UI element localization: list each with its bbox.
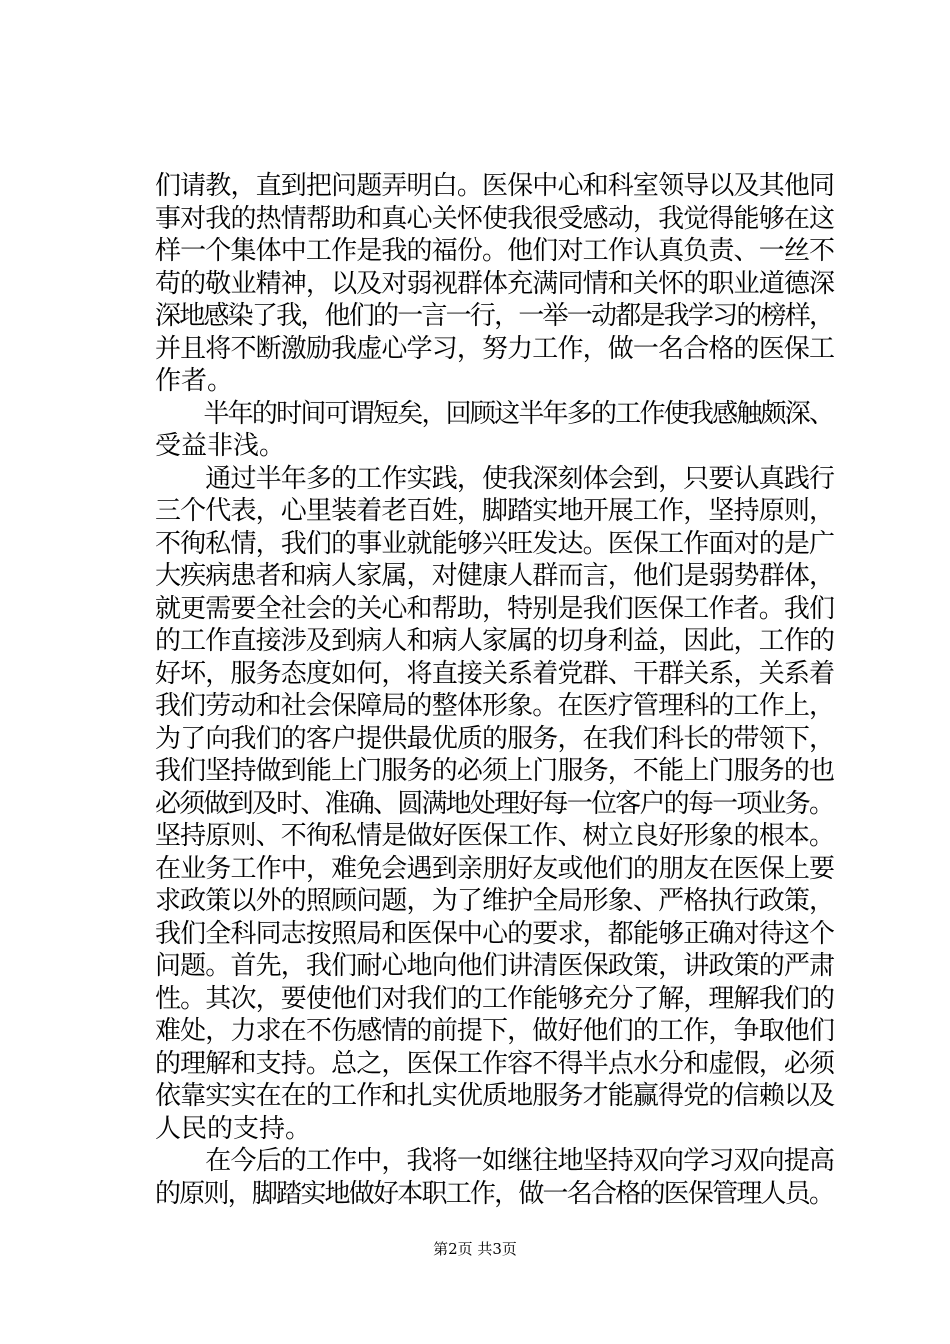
text-line: 我们全科同志按照局和医保中心的要求，都能够正确对待这个 xyxy=(155,918,835,949)
paragraph xyxy=(155,170,835,398)
page-footer: 第2页 共3页 xyxy=(433,1240,517,1258)
text-line: 为了向我们的客户提供最优质的服务，在我们科长的带领下， xyxy=(155,723,835,754)
text-line: 坚持原则、不徇私情是做好医保工作、树立良好形象的根本。 xyxy=(155,821,835,851)
text-line: 依靠实实在在的工作和扎实优质地服务才能赢得党的信赖以及 xyxy=(155,1081,835,1111)
paragraph xyxy=(155,463,835,1146)
text-line: 半年的时间可谓短矣，回顾这半年多的工作使我感触颇深、 xyxy=(155,398,834,429)
text-line: 在业务工作中，难免会遇到亲朋好友或他们的朋友在医保上要 xyxy=(155,853,835,884)
text-line: 受益非浅。 xyxy=(155,431,286,461)
text-line: 难处，力求在不伤感情的前提下，做好他们的工作，争取他们 xyxy=(155,1016,835,1046)
text-line: 们请教，直到把问题弄明白。医保中心和科室领导以及其他同 xyxy=(155,171,835,201)
text-line: 的原则，脚踏实地做好本职工作，做一名合格的医保管理人员。 xyxy=(155,1178,834,1209)
text-line: 性。其次，要使他们对我们的工作能够充分了解，理解我们的 xyxy=(155,983,835,1014)
paragraph xyxy=(155,1145,835,1210)
text-line: 深地感染了我，他们的一言一行，一举一动都是我学习的榜样， xyxy=(155,301,834,331)
text-line: 通过半年多的工作实践，使我深刻体会到，只要认真践行 xyxy=(155,463,835,494)
text-line: 并且将不断激励我虚心学习，努力工作，做一名合格的医保工 xyxy=(155,333,835,364)
text-line: 事对我的热情帮助和真心关怀使我很受感动，我觉得能够在这 xyxy=(155,203,835,234)
document-body xyxy=(155,170,835,1210)
text-line: 人民的支持。 xyxy=(155,1113,312,1144)
text-line: 不徇私情，我们的事业就能够兴旺发达。医保工作面对的是广 xyxy=(155,528,835,559)
text-line: 大疾病患者和病人家属，对健康人群而言，他们是弱势群体， xyxy=(155,561,835,591)
text-line: 在今后的工作中，我将一如继往地坚持双向学习双向提高 xyxy=(155,1146,835,1176)
text-line: 的理解和支持。总之，医保工作容不得半点水分和虚假，必须 xyxy=(155,1048,835,1079)
text-line: 必须做到及时、准确、圆满地处理好每一位客户的每一项业务。 xyxy=(155,788,834,819)
text-line: 好坏，服务态度如何，将直接关系着党群、干群关系，关系着 xyxy=(155,658,835,689)
paragraph xyxy=(155,398,835,463)
text-line: 就更需要全社会的关心和帮助，特别是我们医保工作者。我们 xyxy=(155,593,835,624)
text-line: 样一个集体中工作是我的福份。他们对工作认真负责、一丝不 xyxy=(155,236,835,266)
text-line: 问题。首先，我们耐心地向他们讲清医保政策，讲政策的严肃 xyxy=(155,951,835,981)
text-line: 的工作直接涉及到病人和病人家属的切身利益，因此，工作的 xyxy=(155,626,835,656)
text-line: 作者。 xyxy=(155,366,234,396)
text-line: 我们劳动和社会保障局的整体形象。在医疗管理科的工作上， xyxy=(155,691,835,721)
text-line: 求政策以外的照顾问题，为了维护全局形象、严格执行政策， xyxy=(155,886,835,916)
text-line: 苟的敬业精神，以及对弱视群体充满同情和关怀的职业道德深 xyxy=(155,268,835,299)
text-line: 我们坚持做到能上门服务的必须上门服务，不能上门服务的也 xyxy=(155,756,835,786)
text-line: 三个代表，心里装着老百姓，脚踏实地开展工作，坚持原则， xyxy=(155,496,835,526)
